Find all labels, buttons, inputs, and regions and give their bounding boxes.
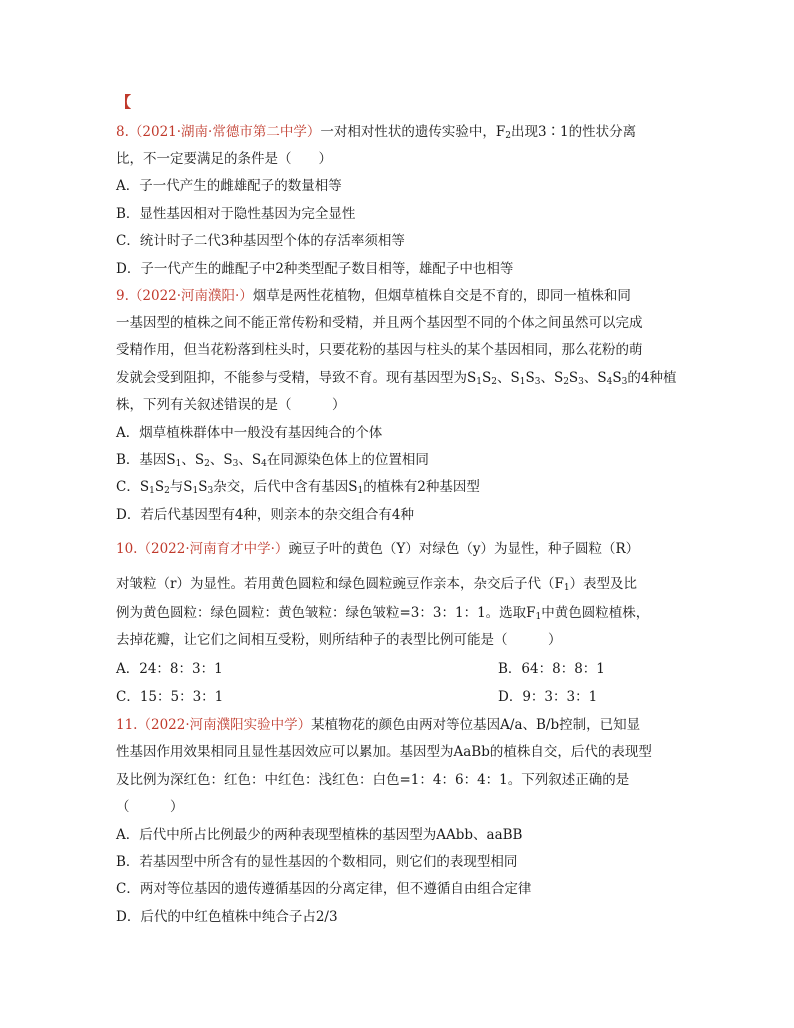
q9-option-b <box>116 451 686 469</box>
gene-s: S <box>597 370 607 386</box>
sep: 、 <box>181 452 195 468</box>
sub: 1 <box>519 377 526 387</box>
q9-optc-c: 的植株有2种基因型 <box>363 479 480 495</box>
q8-option-d: D．子一代产生的雌配子中2种类型配子数目相等，雄配子中也相等 <box>116 261 514 277</box>
gene-s: S <box>223 452 233 468</box>
gene-s: S <box>194 452 205 468</box>
q11-option-a: A．后代中所占比例最少的两种表现型植株的基因型为AAbb、aaBB <box>116 827 523 843</box>
q10-stem-text: 豌豆子叶的黄色（Y）对绿色（y）为显性，种子圆粒（R） <box>288 541 640 557</box>
q9-number: 9. <box>116 288 129 304</box>
q9-option-a: A．烟草植株群体中一般没有基因纯合的个体 <box>116 425 383 441</box>
sub: 1 <box>192 486 199 496</box>
sub: 2 <box>563 377 569 387</box>
q10-stem-line-4: 去掉花瓣，让它们之间相互受粉，则所结种子的表型比例可能是（ ） <box>116 632 562 648</box>
sub: 3 <box>621 377 628 387</box>
gene-s: S <box>553 370 564 386</box>
sub: 1 <box>357 486 364 496</box>
sub: 2 <box>164 486 170 496</box>
q8-option-a: A．子一代产生的雌雄配子的数量相等 <box>116 178 342 194</box>
q11-option-c: C．两对等位基因的遗传遵循基因的分离定律，但不遵循自由组合定律 <box>116 881 532 897</box>
q10-number: 10. <box>116 541 138 557</box>
q10-source: （2022·河南育才中学·） <box>137 541 289 557</box>
q10-stem2a: 对皱粒（r）为显性。若用黄色圆粒和绿色圆粒豌豆作亲本，杂交后子代（F <box>116 576 564 592</box>
gene-s: S <box>251 452 262 468</box>
sep: 、 <box>583 370 598 386</box>
q9-optc-b: 杂交，后代中含有基因S <box>213 479 358 495</box>
q10-option-a: A．24：8：3：1 <box>116 661 223 677</box>
q9-stem-4b: 的4种植 <box>627 370 677 386</box>
q11-stem-line-4: （ ） <box>116 799 184 815</box>
q8-subscript: 2 <box>505 131 511 141</box>
sub: 3 <box>232 459 239 469</box>
q9-option-d: D．若后代基因型有4种，则亲本的杂交组合有4种 <box>116 507 415 523</box>
q8-stem-line-2: 比，不一定要满足的条件是（ ） <box>116 151 332 167</box>
sub: 1 <box>175 459 182 469</box>
sep: 、 <box>238 452 252 468</box>
q8-stem-text-b: 出现3∶1的性状分离 <box>510 124 637 140</box>
sep: 、 <box>209 452 224 468</box>
q11-stem-line-2: 性基因作用效果相同且显性基因效应可以累加。基因型为AaBb的植株自交，后代的表现型 <box>116 744 652 760</box>
q8-stem-text: 一对相对性状的遗传实验中，F <box>320 124 506 140</box>
sub: 2 <box>491 377 497 387</box>
q9-option-c <box>116 478 686 496</box>
q10-stem-line-2 <box>116 575 686 593</box>
q8-option-c: C．统计时子二代3种基因型个体的存活率须相等 <box>116 233 405 249</box>
gene-s: S <box>568 370 579 386</box>
gene-s: S <box>481 370 492 386</box>
q9-optc-a: C．S <box>116 479 150 495</box>
sub: 1 <box>535 612 542 622</box>
sep: 、 <box>540 370 554 386</box>
q10-option-b: B．64：8：8：1 <box>498 661 605 677</box>
sub: 3 <box>534 377 541 387</box>
q9-stem-line-4 <box>116 369 686 387</box>
q11-stem-line-1 <box>116 716 686 734</box>
q10-stem2b: ）表型及比 <box>569 576 638 592</box>
q8-number: 8. <box>116 124 129 140</box>
q8-option-b: B．显性基因相对于隐性基因为完全显性 <box>116 206 356 222</box>
q10-stem-line-3 <box>116 604 686 622</box>
gene-s: S <box>612 370 622 386</box>
section-marker: 【 <box>116 93 132 111</box>
q10-stem-line-1 <box>116 540 686 558</box>
q10-stem3b: 中黄色圆粒植株， <box>541 605 650 621</box>
q9-optb-b: 在同源染色体上的位置相同 <box>266 452 429 468</box>
gene-s: S <box>154 479 165 495</box>
q11-stem-text: 某植物花的颜色由两对等位基因A/a、B/b控制，已知显 <box>311 717 641 733</box>
sub: 1 <box>149 486 155 496</box>
q10-option-d: D．9：3：3：1 <box>498 689 598 705</box>
sub: 1 <box>476 377 482 387</box>
sub: 4 <box>606 377 613 387</box>
q10-stem3a: 例为黄色圆粒：绿色圆粒：黄色皱粒：绿色皱粒=3：3：1：1。选取F <box>116 605 536 621</box>
q9-stem-text: 烟草是两性花植物，但烟草植株自交是不育的，即同一植株和同 <box>252 288 631 304</box>
q8-source: （2021·湖南·常德市第二中学） <box>128 124 321 140</box>
q9-stem-line-1 <box>116 287 686 305</box>
q9-optb-a: B．基因S <box>116 452 176 468</box>
sub: 3 <box>207 486 214 496</box>
q8-stem-line-1 <box>116 123 686 141</box>
q9-stem-line-3: 受精作用，但当花粉落到柱头时，只要花粉的基因与柱头的某个基因相同，那么花粉的萌 <box>116 342 643 358</box>
q9-stem-4a: 发就会受到阻抑，不能参与受精，导致不育。现有基因型为S <box>116 370 477 386</box>
gene-s: S <box>525 370 535 386</box>
q9-optc-with: 与S <box>169 479 193 495</box>
q11-source: （2022·河南濮阳实验中学） <box>137 717 312 733</box>
q10-options-row-2 <box>116 688 686 706</box>
q11-option-d: D．后代的中红色植株中纯合子占2/3 <box>116 909 338 925</box>
q10-option-c: C．15：5：3：1 <box>116 689 224 705</box>
sub: 4 <box>261 459 267 469</box>
sub: 2 <box>204 459 210 469</box>
sub: 1 <box>563 583 570 593</box>
sub: 3 <box>578 377 584 387</box>
gene-s: S <box>198 479 208 495</box>
q11-stem-line-3: 及比例为深红色：红色：中红色：浅红色：白色=1：4：6：4：1。下列叙述正确的是 <box>116 772 630 788</box>
sep: 、 <box>496 370 511 386</box>
q11-option-b: B．若基因型中所含有的显性基因的个数相同，则它们的表现型相同 <box>116 854 518 870</box>
q10-options-row-1 <box>116 660 686 678</box>
gene-s: S <box>510 370 520 386</box>
q9-stem-line-2: 一基因型的植株之间不能正常传粉和受精，并且两个基因型不同的个体之间虽然可以完成 <box>116 315 643 331</box>
q11-number: 11. <box>116 717 138 733</box>
q9-source: （2022·河南濮阳·） <box>128 288 253 304</box>
q9-stem-line-5: 株，下列有关叙述错误的是（ ） <box>116 397 346 413</box>
